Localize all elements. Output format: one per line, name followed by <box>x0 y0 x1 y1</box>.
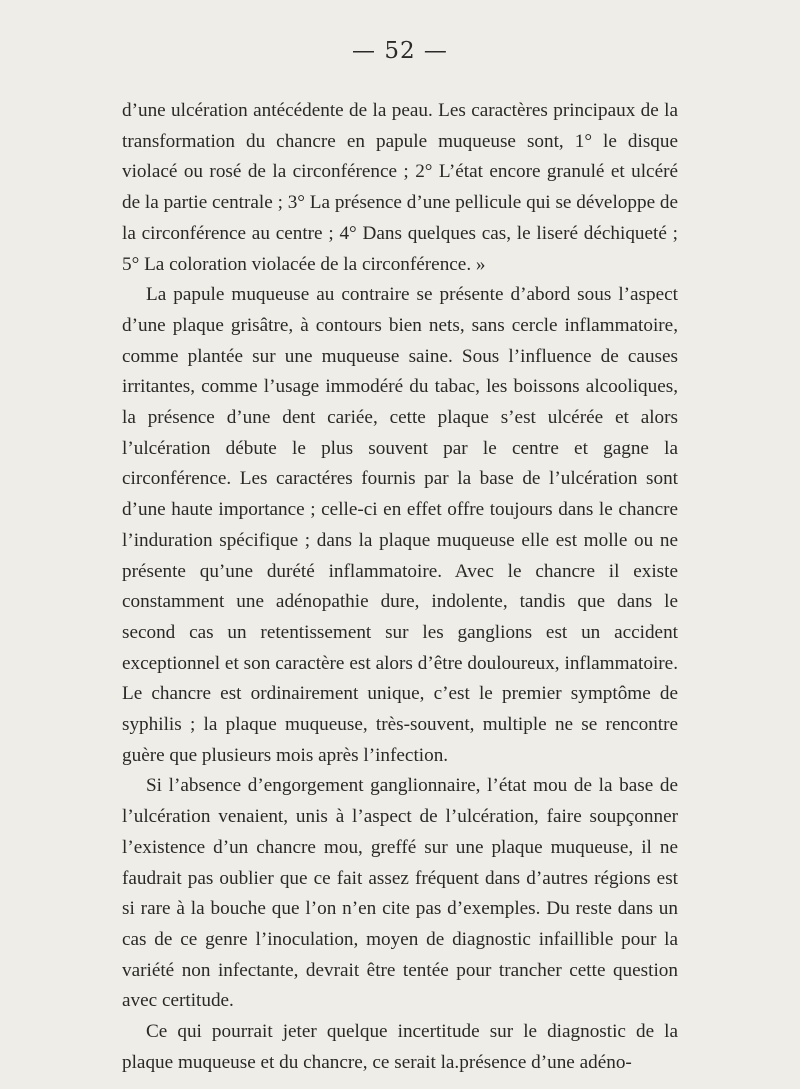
paragraph-3: Si l’absence d’engorgement ganglionnaire, l’état mou de la base de l’ulcération venaient, unis à l’aspect de l’ulcération, faire soupçonner l’existence d’un chancre mou, greffé sur une plaque muqueuse, il ne faudrait pas oublier que ce fait assez fréquent dans d’autres régions est si rare à la bouche que l’on n’en cite pas d’exemples. Du reste dans un cas de ce genre l’inoculation, moyen de diagnostic infaillible pour la variété non infectante, devrait être tentée pour trancher cette question avec certitude. <box>122 775 678 1012</box>
page-number: — 52 — <box>352 38 448 64</box>
paragraph-2: La papule muqueuse au contraire se présente d’abord sous l’aspect d’une plaque grisâtre, à contours bien nets, sans cercle inflammatoire, comme plantée sur une muqueuse saine. Sous l’influence de causes irritantes, comme l’usage immodéré du tabac, les boissons alcooliques, la présence d’une dent cariée, cette plaque s’est ulcérée et alors l’ulcération débute le plus souvent par le centre et gagne la circonférence. Les caractéres fournis par la base de l’ulcération sont d’une haute importance ; celle-ci en effet offre toujours dans le chancre l’induration spécifique ; dans la plaque muqueuse elle est molle ou ne présente qu’une durété inflammatoire. Avec le chancre il existe constamment une adénopathie dure, indolente, tandis que dans le second cas un retentissement sur les ganglions est un accident exceptionnel et son caractère est alors d’être douloureux, inflammatoire. Le chancre est ordinairement unique, c’est le premier symptôme de syphilis ; la plaque muqueuse, très-souvent, multiple ne se rencontre guère que plusieurs mois après l’infection. <box>122 284 678 766</box>
paragraph-1: d’une ulcération antécédente de la peau. Les caractères principaux de la transformation du chancre en papule muqueuse sont, 1° le disque violacé ou rosé de la circonférence ; 2° L’état encore granulé et ulcéré de la partie centrale ; 3° La présence d’une pellicule qui se développe de la circonférence au centre ; 4° Dans quelques cas, le liseré déchiqueté ; 5° La coloration violacée de la circonférence. » <box>122 100 678 275</box>
body-text <box>122 96 678 1079</box>
paragraph-4: Ce qui pourrait jeter quelque incertitude sur le diagnostic de la plaque muqueuse et du chancre, ce serait la.présence d’une adéno- <box>122 1021 678 1073</box>
